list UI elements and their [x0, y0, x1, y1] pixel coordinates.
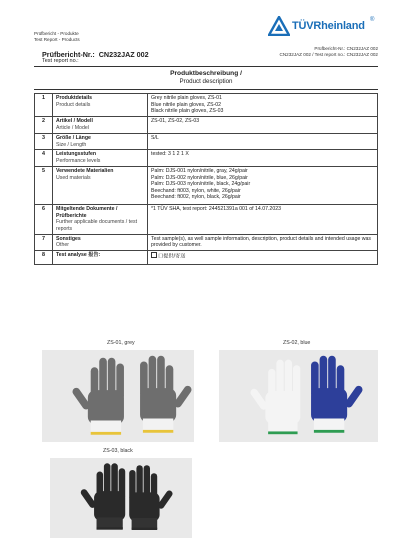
table-row	[35, 150, 378, 167]
row-label	[53, 251, 148, 265]
row-value	[148, 251, 378, 265]
row-label-de: Test analyse 报告:	[56, 252, 101, 259]
row-value-line: tested: 3 1 2 1 X	[151, 151, 189, 158]
section-divider	[34, 89, 378, 90]
row-label-en: Size / Length	[56, 141, 87, 148]
report-number-label-en: Test report no.:	[42, 58, 79, 64]
row-value	[148, 166, 378, 204]
photo-label-zs01: ZS-01, grey	[107, 340, 135, 346]
row-label	[53, 117, 148, 134]
row-value	[148, 133, 378, 150]
row-number: 2	[35, 117, 53, 134]
logo-text: TÜVRheinland	[292, 20, 365, 32]
row-number: 4	[35, 150, 53, 167]
row-label	[53, 234, 148, 251]
row-number: 5	[35, 166, 53, 204]
row-value-line: Palm: DJS-001 nylon/nitrile, gray, 24g/pair	[151, 168, 248, 175]
row-label-de: Größe / Länge	[56, 134, 91, 141]
row-label	[53, 150, 148, 167]
photo-zs01-gloves	[42, 350, 194, 442]
row-label-en: Further applicable documents / test reports	[56, 219, 138, 232]
report-right-line-1: Prüfbericht-Nr.: CN232JAZ 002	[314, 46, 378, 51]
row-number: 1	[35, 94, 53, 117]
photo-zs02-gloves	[219, 350, 378, 442]
glove-illustration	[249, 360, 300, 435]
glove-illustration	[311, 356, 364, 433]
row-value-line: Grey nitrile plain gloves, ZS-01	[151, 95, 222, 102]
table-row	[35, 94, 378, 117]
product-description-table	[34, 93, 378, 265]
table-row	[35, 234, 378, 251]
section-title-de: Produktbeschreibung /	[170, 70, 242, 77]
report-number: CN232JAZ 002	[98, 50, 149, 59]
row-label-de: Verwendete Materialien	[56, 168, 114, 175]
row-label	[53, 133, 148, 150]
row-value-line: Beechand: ft003, nylon, white, 26g/pair	[151, 187, 241, 194]
row-value-line: Blue nitrile plain gloves, ZS-02	[151, 101, 222, 108]
row-value	[148, 204, 378, 234]
glove-illustration	[140, 356, 193, 433]
row-number: 3	[35, 133, 53, 150]
row-number: 7	[35, 234, 53, 251]
row-label-en: Performance levels	[56, 158, 101, 165]
photo-label-zs02: ZS-02, blue	[283, 340, 311, 346]
row-value-line	[151, 252, 374, 260]
header-divider	[34, 66, 378, 67]
table-row	[35, 251, 378, 265]
row-value-line: Beechand: ft002, nylon, black, 26g/pair	[151, 194, 241, 201]
row-value	[148, 117, 378, 134]
row-value-line: S/L	[151, 134, 159, 141]
row-value-line: Palm: DJS-003 nylon/nitrile, black, 24g/pair	[151, 181, 251, 188]
tuv-logo	[268, 16, 380, 38]
row-value-line: *1 TÜV SHA, test report: 244521391a 001 of 14.07.2023	[151, 206, 281, 213]
row-label-en: Article / Model	[56, 124, 89, 131]
header-small-de: Prüfbericht - Produkte	[34, 31, 79, 36]
tuv-triangle-icon	[268, 16, 290, 36]
photo-zs03-gloves	[50, 458, 192, 538]
table-row	[35, 166, 378, 204]
logo-registered-mark: ®	[370, 17, 375, 23]
glove-illustration	[129, 465, 174, 530]
table-row	[35, 117, 378, 134]
photo-label-zs03: ZS-03, black	[103, 448, 133, 454]
row-value-line: Palm: DJS-002 nylon/nitrile, blue, 26g/pair	[151, 174, 248, 181]
row-value	[148, 150, 378, 167]
table-row	[35, 133, 378, 150]
row-number: 6	[35, 204, 53, 234]
row-value-line: ZS-01, ZS-02, ZS-03	[151, 118, 200, 125]
row-label-de: Leistungsstufen	[56, 151, 97, 158]
row-label-de: Sonstiges	[56, 235, 81, 242]
checkbox-label: 口提供/寄送	[158, 253, 186, 260]
report-right-line-2: CN232JAZ 002 / Test report no.: CN232JAZ 002	[279, 52, 378, 58]
report-number-label: Prüfbericht-Nr.:	[42, 50, 95, 59]
section-title	[34, 70, 378, 86]
row-label-de: Artikel / Modell	[56, 118, 93, 125]
row-number: 8	[35, 251, 53, 265]
row-label	[53, 166, 148, 204]
row-label-en: Other	[56, 242, 69, 249]
checkbox-icon[interactable]	[151, 252, 157, 258]
row-value	[148, 94, 378, 117]
table-row	[35, 204, 378, 234]
section-title-en: Product description	[179, 78, 233, 85]
row-label-en: Product details	[56, 101, 91, 108]
report-right-info	[280, 46, 378, 59]
glove-illustration	[71, 358, 124, 435]
row-label-de: Produktdetails	[56, 95, 93, 102]
row-value-line: Test sample(s), as well sample information, description, product details and intended usage was provided by customer.	[151, 235, 372, 249]
header-small-en: Test Report - Products	[34, 37, 80, 42]
row-value-line: Black nitrile plain gloves, ZS-03	[151, 108, 224, 115]
row-label	[53, 94, 148, 117]
row-label-de: Mitgeltende Dokumente / Prüfberichte	[56, 206, 118, 219]
row-label-en: Used materials	[56, 174, 91, 181]
glove-illustration	[80, 463, 126, 529]
row-value	[148, 234, 378, 251]
row-label	[53, 204, 148, 234]
